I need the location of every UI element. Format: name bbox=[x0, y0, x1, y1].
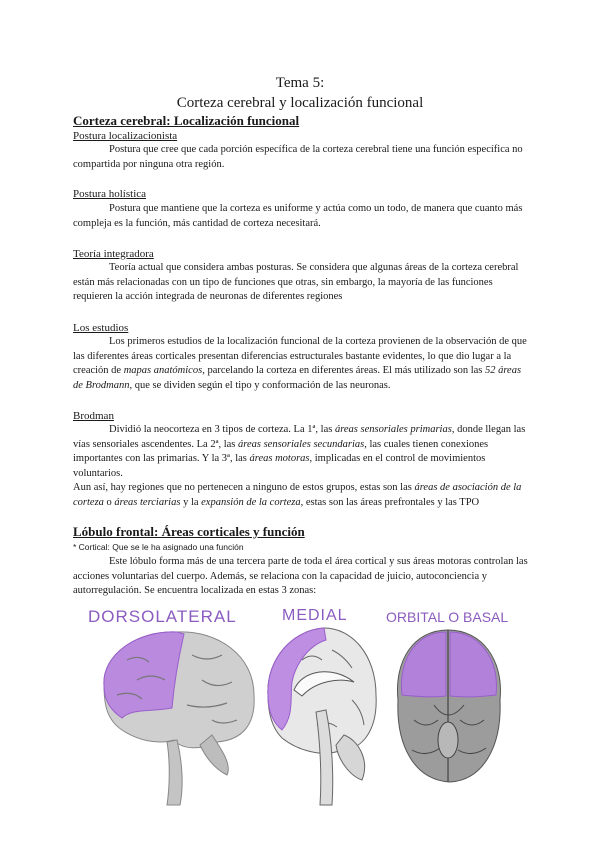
section1-heading: Corteza cerebral: Localización funcional bbox=[73, 113, 300, 128]
orbital-brainstem bbox=[438, 722, 458, 758]
brodman-p2-c: y la bbox=[180, 496, 202, 508]
brodman-p1-em2: áreas sensoriales secundarias bbox=[238, 438, 365, 450]
orbital-brain-figure bbox=[384, 600, 514, 810]
lobulo-frontal-text bbox=[73, 555, 533, 599]
postura-holistica-text bbox=[73, 202, 533, 231]
postura-holistica-heading: Postura holística bbox=[73, 188, 147, 200]
title-line-2: Corteza cerebral y localización funcional bbox=[176, 95, 424, 111]
lobulo-frontal-body: Este lóbulo forma más de una tercera parte de toda el área cortical y sus áreas motoras controlan las acciones voluntarias del cuerpo. Además, se relaciona con la capacidad de juicio, autoconciencia y autorregulación. Se encuentra localizada en estas 3 zonas: bbox=[73, 556, 528, 597]
brodman-p1-em3: áreas motoras bbox=[249, 453, 310, 465]
postura-localizacionista-heading: Postura localizacionista bbox=[73, 130, 178, 142]
orbital-highlight-right bbox=[450, 632, 497, 697]
postura-localizacionista-text bbox=[73, 143, 533, 172]
title-line-1: Tema 5: bbox=[275, 75, 325, 91]
dorsolateral-label: DORSOLATERAL bbox=[88, 607, 237, 626]
estudios-part-c: , que se dividen según el tipo y conformación de las neuronas. bbox=[129, 379, 391, 391]
brodman-p1-d: , implicadas en el control de movimientos voluntarios. bbox=[73, 453, 486, 479]
estudios-heading: Los estudios bbox=[73, 322, 129, 334]
brodman-p1-em1: áreas sensoriales primarias bbox=[334, 424, 452, 435]
medial-brain-figure bbox=[262, 600, 380, 810]
brodman-p2-b: o bbox=[103, 496, 115, 508]
brodman-p1-c: , las cuales tienen conexiones importantes con las primarias. Y la 3ª, las bbox=[73, 438, 489, 465]
medial-label: MEDIAL bbox=[282, 607, 348, 624]
orbital-label: ORBITAL O BASAL bbox=[386, 609, 509, 625]
brodman-p2-em1: áreas de asociación de la corteza bbox=[73, 482, 522, 508]
dorsolateral-brainstem bbox=[167, 740, 182, 805]
brodman-heading: Brodman bbox=[73, 410, 114, 422]
dorsolateral-highlight bbox=[104, 632, 184, 718]
estudios-em-mapas: mapas anatómicos bbox=[123, 365, 203, 377]
brodman-text bbox=[73, 423, 533, 511]
dorsolateral-brain-figure bbox=[82, 600, 262, 810]
estudios-text bbox=[73, 335, 533, 393]
brodman-p1-b: , donde llegan las vías sensoriales ascendentes. La 2ª, las bbox=[73, 424, 526, 450]
postura-localizacionista-body: Postura que cree que cada porción específica de la corteza cerebral tiene una función específica no compartida por ninguna otra región. bbox=[73, 144, 523, 170]
teoria-integradora-text bbox=[73, 261, 533, 305]
cortical-note: * Cortical: Que se le ha asignado una función bbox=[73, 542, 244, 552]
teoria-integradora-body: Teoría actual que considera ambas posturas. Se considera que algunas áreas de la corteza cerebral están más relacionadas con un tipo de funciones que otras, sin embargo, la mayoría de las funciones requieren la acción integrada de neuronas de diferentes regiones bbox=[73, 262, 519, 303]
orbital-highlight-left bbox=[401, 632, 446, 697]
section2-heading: Lóbulo frontal: Áreas corticales y función bbox=[73, 524, 305, 539]
brodman-p2-em3: expansión de la corteza bbox=[201, 496, 301, 508]
postura-holistica-body: Postura que mantiene que la corteza es uniforme y actúa como un todo, de manera que cuanto más compleja es la función, más cantidad de corteza necesitará. bbox=[73, 203, 523, 229]
brodman-p1-a: Dividió la neocorteza en 3 tipos de corteza. La 1ª, las bbox=[109, 424, 335, 435]
estudios-part-a: Los primeros estudios de la localización funcional de la corteza provienen de la observación de que las diferentes áreas corticales presentan diferencias estructurales bastante evidentes, lo que dio lugar a la creación de bbox=[73, 336, 527, 377]
estudios-part-b: , parcelando la corteza en diferentes áreas. El más utilizado son las bbox=[202, 365, 485, 377]
estudios-em-areas: 52 áreas de Brodmann bbox=[73, 365, 522, 391]
brodman-p2-d: , estas son las áreas prefrontales y las TPO bbox=[300, 496, 480, 508]
teoria-integradora-heading: Teoría integradora bbox=[73, 248, 154, 260]
brodman-p2-a: Aun así, hay regiones que no pertenecen a ninguno de estos grupos, estas son las bbox=[73, 482, 415, 494]
brodman-p2-em2: áreas terciarias bbox=[114, 496, 181, 508]
